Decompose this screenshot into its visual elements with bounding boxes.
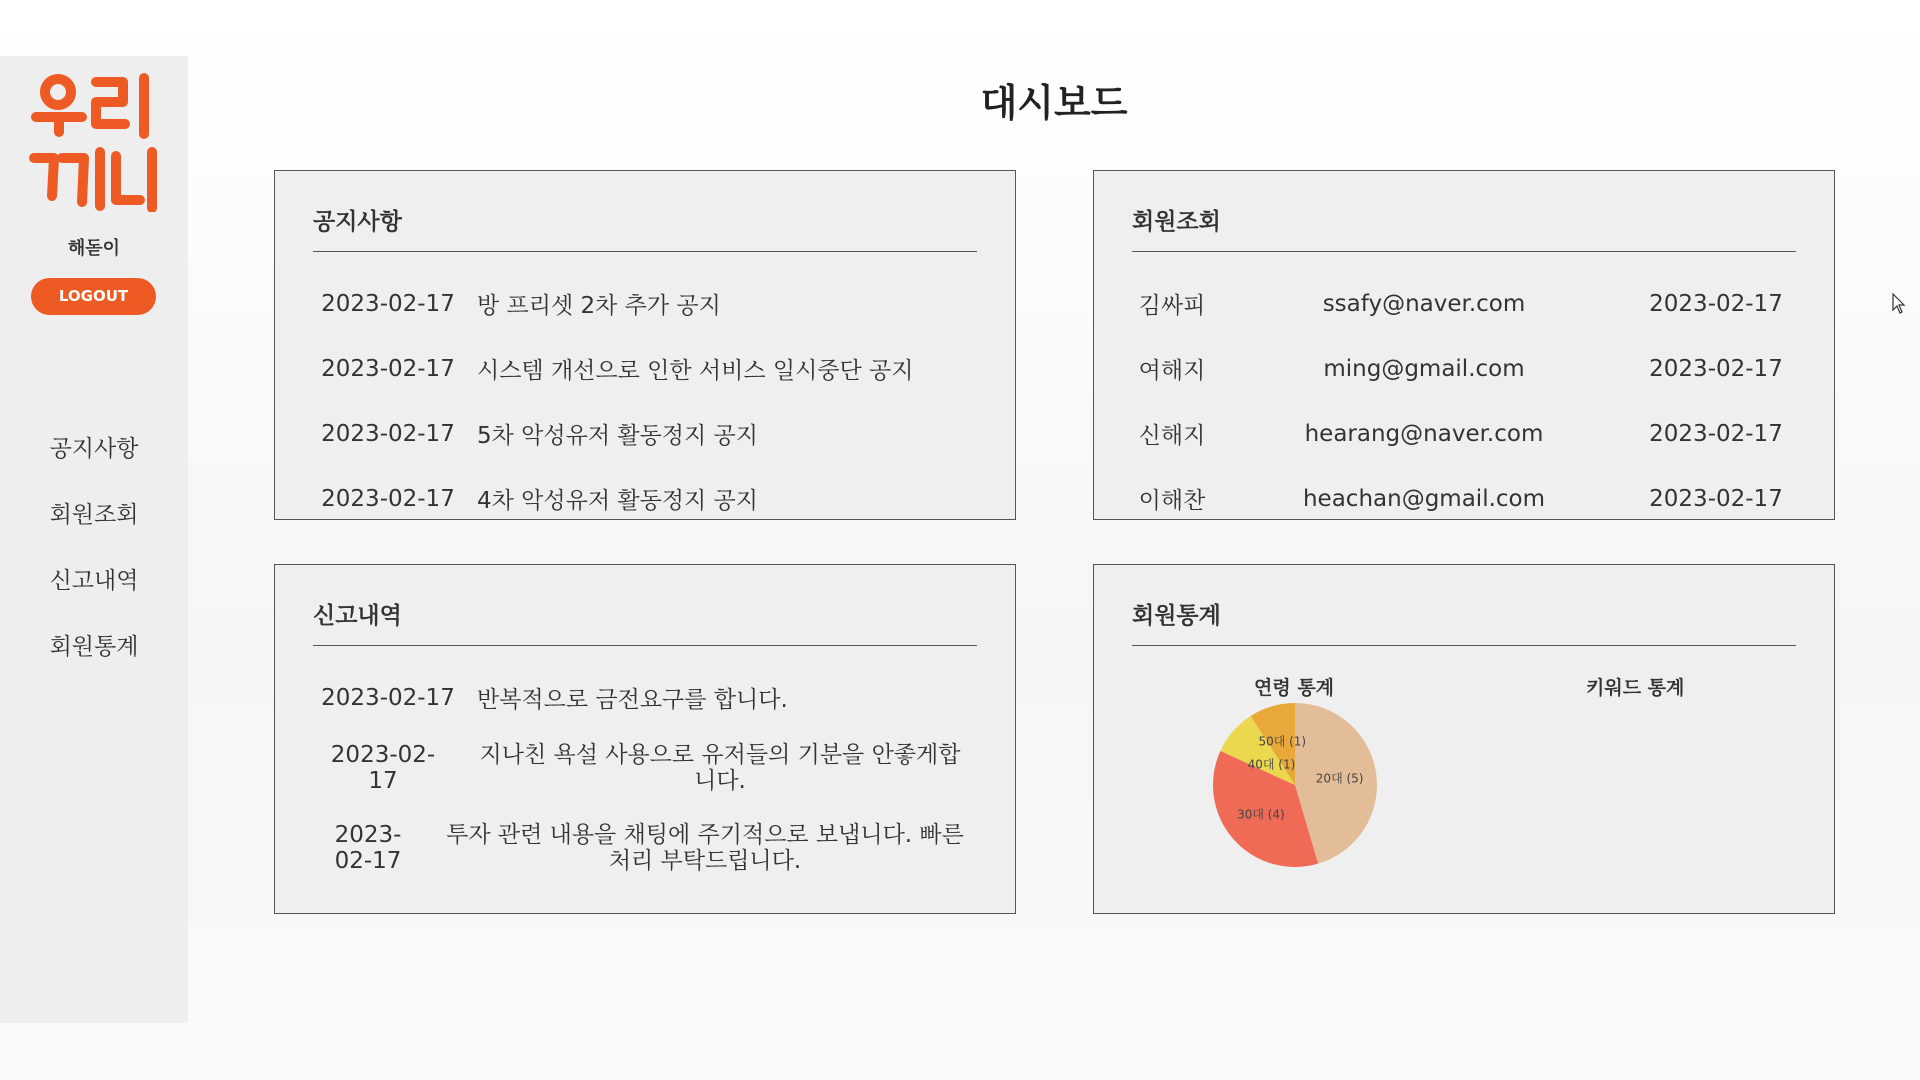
report-text-line: 지나친 욕설 사용으로 유저들의 기분을 안좋게합 (479, 742, 961, 768)
logout-button[interactable]: LOGOUT (31, 278, 156, 315)
report-text-line: 처리 부탁드립니다. (608, 848, 802, 874)
stats-card-title[interactable]: 회원통계 (1132, 603, 1221, 629)
member-email: hearang@naver.com (1304, 420, 1544, 447)
notice-text: 시스템 개선으로 인한 서비스 일시중단 공지 (477, 358, 914, 384)
member-name: 신해지 (1138, 423, 1206, 449)
member-email: ssafy@naver.com (1322, 290, 1526, 317)
report-row[interactable] (313, 665, 977, 730)
reports-list (313, 665, 977, 874)
members-list (1132, 271, 1796, 531)
report-date-line: 17 (368, 768, 398, 794)
member-date: 2023-02-17 (1649, 485, 1783, 512)
age-pie-chart[interactable] (1212, 702, 1378, 868)
username: 해돋이 (67, 238, 121, 259)
report-date-line: 02-17 (334, 848, 402, 874)
member-name: 여해지 (1138, 358, 1206, 384)
page-title: 대시보드 (980, 81, 1128, 125)
report-date (313, 742, 453, 794)
notice-row[interactable] (313, 271, 977, 336)
divider (1132, 251, 1796, 252)
divider (313, 645, 977, 646)
sidebar-item-stats[interactable]: 회원통계 (49, 634, 139, 660)
pie-label-30대: 30대 (4) (1237, 807, 1285, 822)
notice-row[interactable] (313, 336, 977, 401)
member-row[interactable] (1132, 271, 1796, 336)
pie-label-50대: 50대 (1) (1258, 734, 1307, 749)
reports-card-title[interactable]: 신고내역 (313, 603, 402, 629)
sidebar (0, 56, 188, 1023)
notice-date: 2023-02-17 (321, 485, 455, 512)
members-card (1093, 170, 1835, 520)
notice-date: 2023-02-17 (321, 420, 455, 447)
member-email: heachan@gmail.com (1302, 485, 1546, 512)
notice-date: 2023-02-17 (321, 290, 455, 317)
report-date-line: 2023- (334, 822, 402, 848)
notice-date: 2023-02-17 (321, 355, 455, 382)
divider (1132, 645, 1796, 646)
notice-text: 5차 악성유저 활동정지 공지 (477, 423, 758, 449)
report-text (453, 742, 977, 794)
member-row[interactable] (1132, 466, 1796, 531)
report-text-line: 투자 관련 내용을 채팅에 주기적으로 보냅니다. 빠른 (446, 822, 964, 848)
report-date (313, 822, 423, 874)
report-text-line: 니다. (694, 768, 746, 794)
divider (313, 251, 977, 252)
member-date: 2023-02-17 (1649, 290, 1783, 317)
report-row[interactable] (313, 742, 977, 794)
report-text: 반복적으로 금전요구를 합니다. (477, 687, 788, 713)
sidebar-item-reports[interactable]: 신고내역 (49, 568, 139, 594)
pie-label-20대: 20대 (5) (1315, 771, 1364, 786)
members-card-title[interactable]: 회원조회 (1132, 209, 1221, 235)
report-text (423, 822, 977, 874)
keyword-stats-label: 키워드 통계 (1586, 677, 1685, 699)
sidebar-nav (0, 416, 188, 680)
notice-text: 4차 악성유저 활동정지 공지 (477, 488, 758, 514)
report-date: 2023-02-17 (321, 684, 455, 711)
stats-card (1093, 564, 1835, 914)
member-date: 2023-02-17 (1649, 420, 1783, 447)
mouse-cursor-icon (1892, 293, 1906, 315)
member-date: 2023-02-17 (1649, 355, 1783, 382)
report-date-line: 2023-02- (330, 742, 436, 768)
notice-card-title[interactable]: 공지사항 (313, 209, 402, 235)
report-row[interactable] (313, 822, 977, 874)
member-name: 이해찬 (1138, 488, 1206, 514)
notice-list (313, 271, 977, 531)
pie-label-40대: 40대 (1) (1247, 757, 1296, 772)
member-email: ming@gmail.com (1323, 355, 1525, 382)
age-stats-label: 연령 통계 (1254, 677, 1335, 699)
app-logo[interactable] (28, 72, 160, 212)
notice-card (274, 170, 1016, 520)
notice-row[interactable] (313, 466, 977, 531)
notice-text: 방 프리셋 2차 추가 공지 (477, 293, 721, 319)
reports-card (274, 564, 1016, 914)
notice-row[interactable] (313, 401, 977, 466)
member-name: 김싸피 (1138, 293, 1206, 319)
sidebar-item-notice[interactable]: 공지사항 (49, 436, 139, 462)
member-row[interactable] (1132, 336, 1796, 401)
sidebar-item-members[interactable]: 회원조회 (49, 502, 139, 528)
member-row[interactable] (1132, 401, 1796, 466)
